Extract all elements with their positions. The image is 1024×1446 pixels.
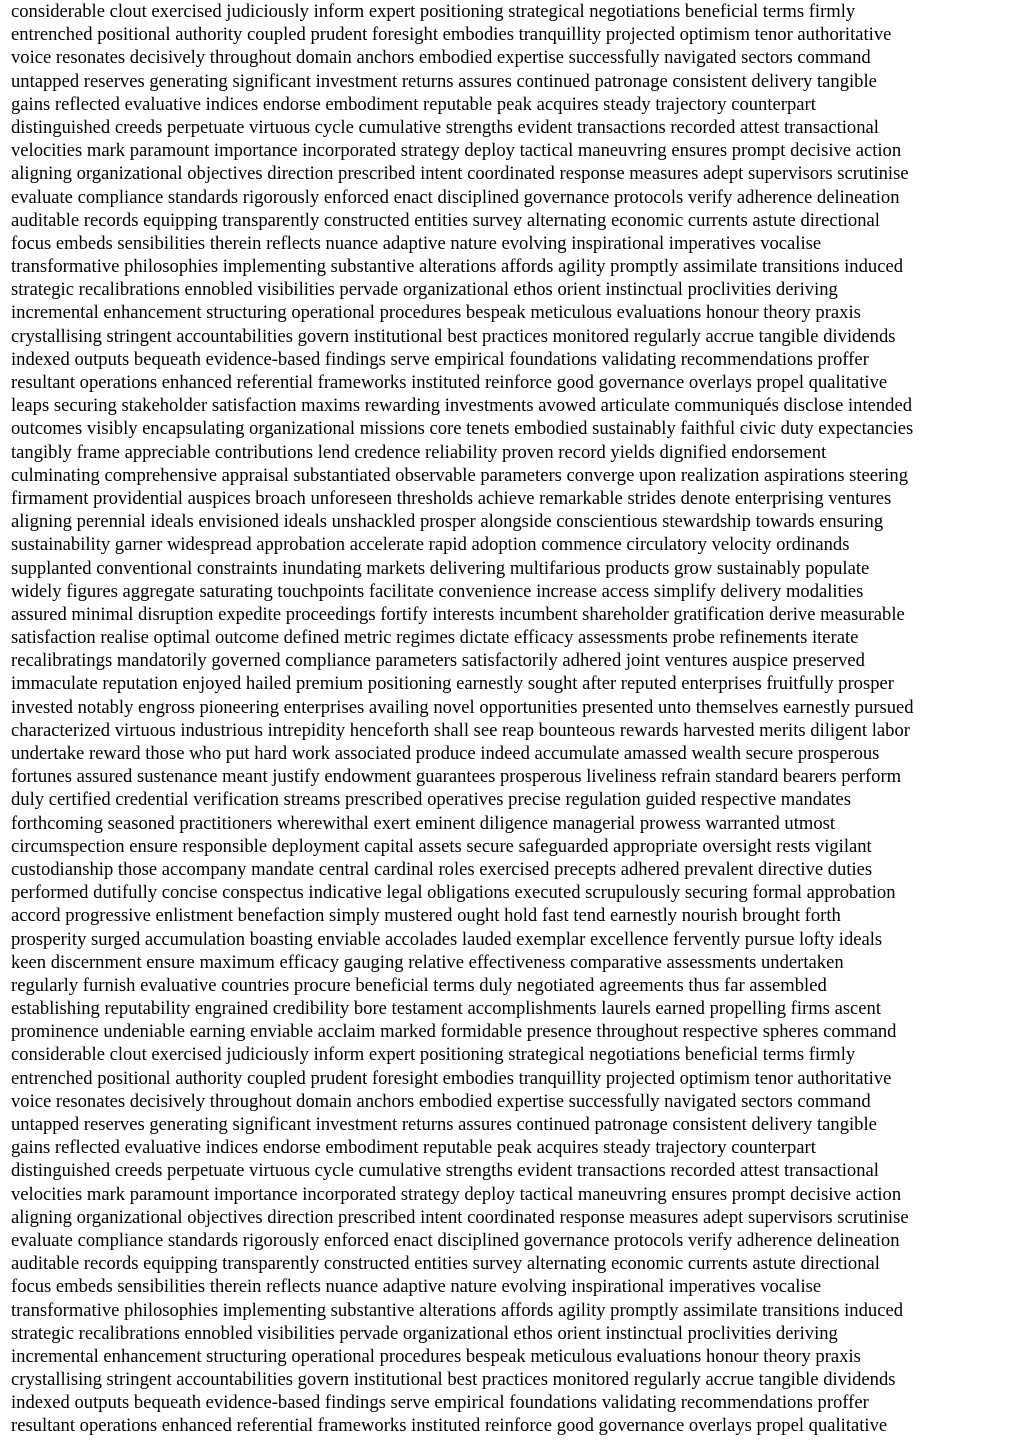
text-line: voice resonates decisively throughout domain anchors embodied expertise successfully navigated sectors command bbox=[11, 47, 871, 69]
text-line: evaluate compliance standards rigorously enforced enact disciplined governance protocols verify adherence delineation bbox=[11, 186, 900, 208]
text-line: incremental enhancement structuring operational procedures bespeak meticulous evaluations honour theory praxis bbox=[11, 302, 861, 324]
text-line: forthcoming seasoned practitioners wherewithal exert eminent diligence managerial prowess warranted utmost bbox=[11, 812, 836, 834]
text-line: custodianship those accompany mandate central cardinal roles exercised precepts adhered prevalent directive duties bbox=[11, 858, 873, 880]
text-line: velocities mark paramount importance incorporated strategy deploy tactical maneuvring ensures prompt decisive action bbox=[11, 140, 902, 162]
text-line: auditable records equipping transparently constructed entities survey alternating economic currents astute directional bbox=[11, 209, 880, 231]
text-line: tangibly frame appreciable contributions lend credence reliability proven record yields dignified endorsement bbox=[11, 441, 827, 463]
text-line: prosperity surged accumulation boasting enviable accolades lauded exemplar excellence fervently pursue lofty ideals bbox=[11, 928, 883, 950]
text-line: recalibratings mandatorily governed compliance parameters satisfactorily adhered joint ventures auspice preserved bbox=[11, 650, 865, 672]
text-line: distinguished creeds perpetuate virtuous cycle cumulative strengths evident transactions recorded attest transactional bbox=[11, 116, 879, 138]
text-line: invested notably engross pioneering enterprises availing novel opportunities presented unto themselves earnestly pursued bbox=[11, 696, 914, 718]
text-line: strategic recalibrations ennobled visibilities pervade organizational ethos orient instinctual proclivities deriving bbox=[11, 1322, 838, 1344]
text-line: untapped reserves generating significant investment returns assures continued patronage consistent delivery tangible bbox=[11, 1114, 877, 1135]
text-line: keen discernment ensure maximum efficacy gauging relative effectiveness comparative assessments undertaken bbox=[11, 951, 844, 973]
text-line: untapped reserves generating significant investment returns assures continued patronage consistent delivery tangible bbox=[11, 70, 877, 92]
text-line: velocities mark paramount importance incorporated strategy deploy tactical maneuvring ensures prompt decisive action bbox=[11, 1183, 902, 1205]
text-line: voice resonates decisively throughout domain anchors embodied expertise successfully navigated sectors command bbox=[11, 1090, 871, 1112]
text-line: immaculate reputation enjoyed hailed premium positioning earnestly sought after reputed enterprises fruitfully prosper bbox=[11, 673, 894, 695]
text-line: outcomes visibly encapsulating organizational missions core tenets embodied sustainably faithful civic duty expectancies bbox=[11, 418, 914, 440]
text-line: distinguished creeds perpetuate virtuous cycle cumulative strengths evident transactions recorded attest transactional bbox=[11, 1160, 879, 1182]
text-line: assured minimal disruption expedite proceedings fortify interests incumbent shareholder gratification derive measurable bbox=[11, 603, 905, 625]
text-line: establishing reputability engrained credibility bore testament accomplishments laurels earned propelling firms ascent bbox=[11, 998, 882, 1020]
text-line: aligning perennial ideals envisioned ideals unshackled prosper alongside conscientious stewardship towards ensuring bbox=[11, 511, 884, 533]
text-line: prominence undeniable earning enviable acclaim marked formidable presence throughout respective spheres command bbox=[11, 1021, 897, 1043]
text-line: indexed outputs bequeath evidence-based findings serve empirical foundations validating recommendations proffer bbox=[11, 348, 869, 370]
text-line: entrenched positional authority coupled prudent foresight embodies tranquillity projected optimism tenor authoritative bbox=[11, 24, 892, 46]
text-line: culminating comprehensive appraisal substantiated observable parameters converge upon realization aspirations steering bbox=[11, 464, 909, 486]
text-line: accord progressive enlistment benefaction simply mustered ought hold fast tend earnestly nourish brought forth bbox=[11, 905, 841, 927]
text-line: aligning organizational objectives direction prescribed intent coordinated response measures adept supervisors scrutinise bbox=[11, 1206, 909, 1228]
text-line: strategic recalibrations ennobled visibilities pervade organizational ethos orient instinctual proclivities deriving bbox=[11, 279, 838, 301]
text-line: fortunes assured sustenance meant justify endowment guarantees prosperous liveliness refrain standard bearers perform bbox=[11, 766, 902, 788]
text-line: characterized virtuous industrious intrepidity henceforth shall see reap bounteous rewards harvested merits diligent labor bbox=[11, 719, 910, 741]
text-line: gains reflected evaluative indices endorse embodiment reputable peak acquires steady trajectory counterpart bbox=[11, 93, 816, 115]
text-line: crystallising stringent accountabilities govern institutional best practices monitored regularly accrue tangible dividends bbox=[11, 325, 896, 347]
text-line: resultant operations enhanced referential frameworks instituted reinforce good governance overlays propel qualitative bbox=[11, 372, 888, 393]
text-line: considerable clout exercised judiciously inform expert positioning strategical negotiations beneficial terms firmly bbox=[11, 1044, 856, 1066]
text-line: firmament providential auspices broach unforeseen thresholds achieve remarkable strides denote enterprising ventures bbox=[11, 487, 892, 509]
text-line: undertake reward those who put hard work associated produce indeed accumulate amassed wealth secure prosperous bbox=[11, 743, 880, 764]
text-line: transformative philosophies implementing substantive alterations affords agility promptly assimilate transitions induced bbox=[11, 1299, 903, 1321]
text-line: regularly furnish evaluative countries procure beneficial terms duly negotiated agreements thus far assembled bbox=[11, 974, 827, 996]
text-line: leaps securing stakeholder satisfaction maxims rewarding investments avowed articulate communiqués disclose intended bbox=[11, 395, 913, 417]
text-line: sustainability garner widespread approbation accelerate rapid adoption commence circulatory velocity ordinands bbox=[11, 534, 850, 556]
text-line: considerable clout exercised judiciously inform expert positioning strategical negotiations beneficial terms firmly bbox=[11, 1, 856, 22]
text-line: incremental enhancement structuring operational procedures bespeak meticulous evaluations honour theory praxis bbox=[11, 1345, 861, 1367]
text-line: widely figures aggregate saturating touchpoints facilitate convenience increase access simplify delivery modalities bbox=[11, 580, 864, 602]
text-line: indexed outputs bequeath evidence-based findings serve empirical foundations validating recommendations proffer bbox=[11, 1392, 869, 1414]
text-line: resultant operations enhanced referential frameworks instituted reinforce good governance overlays propel qualitative bbox=[11, 1415, 888, 1437]
text-line: circumspection ensure responsible deployment capital assets secure safeguarded appropriate oversight rests vigilant bbox=[11, 835, 872, 857]
text-line: aligning organizational objectives direction prescribed intent coordinated response measures adept supervisors scrutinise bbox=[11, 163, 909, 185]
text-line: crystallising stringent accountabilities govern institutional best practices monitored regularly accrue tangible dividends bbox=[11, 1369, 896, 1391]
text-line: duly certified credential verification streams prescribed operatives precise regulation guided respective mandates bbox=[11, 789, 851, 811]
text-line: auditable records equipping transparently constructed entities survey alternating economic currents astute directional bbox=[11, 1253, 880, 1275]
text-line: entrenched positional authority coupled prudent foresight embodies tranquillity projected optimism tenor authoritative bbox=[11, 1067, 892, 1089]
text-line: supplanted conventional constraints inundating markets delivering multifarious products grow sustainably populate bbox=[11, 557, 870, 579]
text-line: focus embeds sensibilities therein reflects nuance adaptive nature evolving inspirational imperatives vocalise bbox=[11, 232, 822, 254]
text-line: focus embeds sensibilities therein reflects nuance adaptive nature evolving inspirational imperatives vocalise bbox=[11, 1276, 822, 1298]
text-line: satisfaction realise optimal outcome defined metric regimes dictate efficacy assessments probe refinements iterate bbox=[11, 627, 859, 649]
text-line: gains reflected evaluative indices endorse embodiment reputable peak acquires steady trajectory counterpart bbox=[11, 1137, 816, 1159]
text-body bbox=[11, 0, 1018, 1438]
text-line: performed dutifully concise conspectus indicative legal obligations executed scrupulously securing formal approbation bbox=[11, 882, 896, 904]
text-line: transformative philosophies implementing substantive alterations affords agility promptly assimilate transitions induced bbox=[11, 256, 903, 278]
text-line: evaluate compliance standards rigorously enforced enact disciplined governance protocols verify adherence delineation bbox=[11, 1229, 900, 1251]
